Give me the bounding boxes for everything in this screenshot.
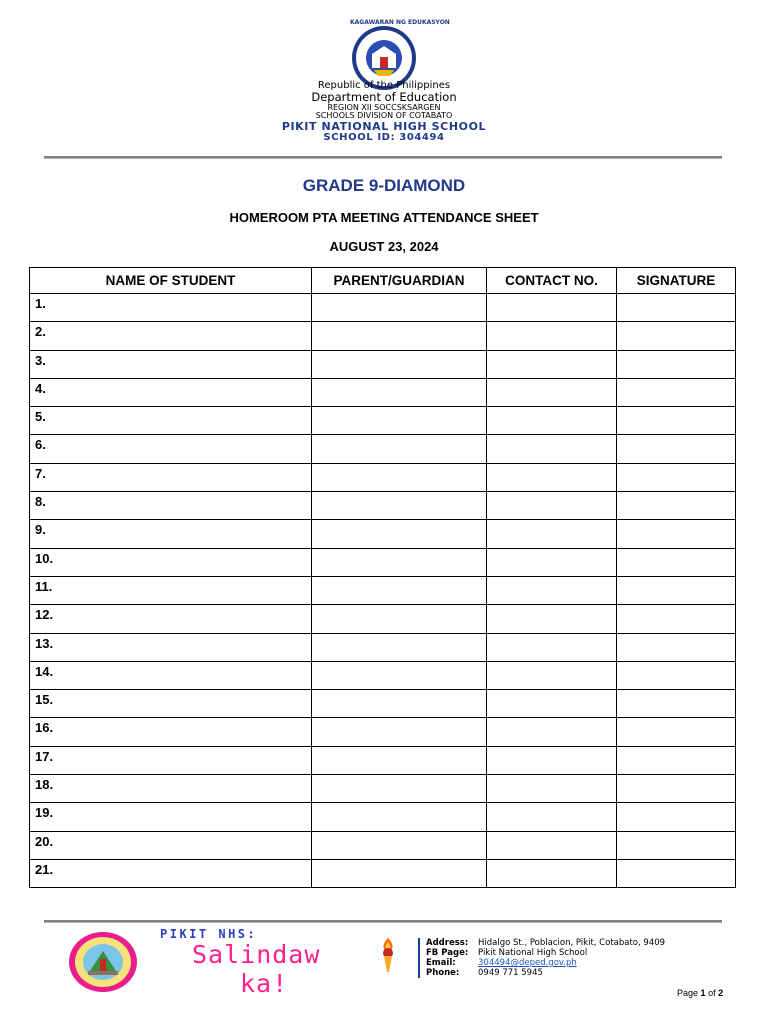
row-number: 2.: [35, 324, 46, 340]
parent-guardian-cell[interactable]: [312, 605, 487, 633]
contact-label: Phone:: [426, 968, 460, 978]
contact-no-cell[interactable]: [487, 435, 617, 463]
school-name: PIKIT NATIONAL HIGH SCHOOL: [281, 120, 487, 133]
row-number: 4.: [35, 380, 46, 396]
contact-no-cell[interactable]: [487, 322, 617, 350]
student-name-cell[interactable]: [30, 463, 312, 491]
torch-icon: [376, 936, 400, 974]
school-logo-icon: [68, 931, 138, 993]
parent-guardian-cell[interactable]: [312, 492, 487, 520]
table-row: [30, 463, 736, 491]
signature-cell[interactable]: [617, 859, 736, 887]
contact-no-cell[interactable]: [487, 548, 617, 576]
contact-value: Hidalgo St., Poblacion, Pikit, Cotabato, 9409: [478, 938, 666, 948]
contact-no-cell[interactable]: [487, 294, 617, 322]
row-number: 19.: [35, 805, 54, 821]
contact-row: [426, 968, 666, 978]
parent-guardian-cell[interactable]: [312, 661, 487, 689]
row-number: 7.: [35, 465, 46, 481]
contact-row: [426, 958, 666, 968]
table-row: [30, 294, 736, 322]
table-row: [30, 548, 736, 576]
student-name-cell[interactable]: [30, 294, 312, 322]
contact-no-cell[interactable]: [487, 605, 617, 633]
table-row: [30, 576, 736, 604]
parent-guardian-cell[interactable]: [312, 322, 487, 350]
student-name-cell[interactable]: [30, 576, 312, 604]
parent-guardian-cell[interactable]: [312, 690, 487, 718]
signature-cell[interactable]: [617, 803, 736, 831]
signature-cell[interactable]: [617, 294, 736, 322]
contact-no-cell[interactable]: [487, 690, 617, 718]
student-name-cell[interactable]: [30, 605, 312, 633]
row-number: 17.: [35, 748, 54, 764]
table-row: [30, 859, 736, 887]
parent-guardian-cell[interactable]: [312, 803, 487, 831]
parent-guardian-cell[interactable]: [312, 378, 487, 406]
contact-label: FB Page:: [426, 948, 469, 958]
header-parent-guardian: PARENT/GUARDIAN: [312, 268, 487, 294]
row-number: 6.: [35, 437, 46, 453]
row-number: 13.: [35, 635, 54, 651]
parent-guardian-cell[interactable]: [312, 350, 487, 378]
motto-line-1: Salindaw: [192, 940, 321, 969]
contact-no-cell[interactable]: [487, 407, 617, 435]
footer-divider: [44, 920, 722, 923]
motto-line-2: ka!: [240, 969, 289, 998]
student-name-cell[interactable]: [30, 831, 312, 859]
student-name-cell[interactable]: [30, 633, 312, 661]
row-number: 9.: [35, 522, 46, 538]
contact-row: [426, 938, 666, 948]
row-number: 15.: [35, 692, 54, 708]
parent-guardian-cell[interactable]: [312, 435, 487, 463]
table-row: [30, 322, 736, 350]
parent-guardian-cell[interactable]: [312, 576, 487, 604]
signature-cell[interactable]: [617, 350, 736, 378]
parent-guardian-cell[interactable]: [312, 831, 487, 859]
region-line: REGION XII SOCCSKSARGEN: [327, 103, 441, 112]
contact-no-cell[interactable]: [487, 633, 617, 661]
table-row: [30, 605, 736, 633]
student-name-cell[interactable]: [30, 322, 312, 350]
parent-guardian-cell[interactable]: [312, 520, 487, 548]
row-number: 11.: [35, 578, 53, 594]
signature-cell[interactable]: [617, 520, 736, 548]
contact-no-cell[interactable]: [487, 775, 617, 803]
table-row: [30, 718, 736, 746]
seal-text: KAGAWARAN NG EDUKASYON: [350, 19, 450, 26]
row-number: 3.: [35, 352, 46, 368]
student-name-cell[interactable]: [30, 492, 312, 520]
contact-no-cell[interactable]: [487, 520, 617, 548]
student-name-cell[interactable]: [30, 775, 312, 803]
contact-no-cell[interactable]: [487, 350, 617, 378]
signature-cell[interactable]: [617, 435, 736, 463]
email-link[interactable]: 304494@deped.gov.ph: [478, 958, 577, 968]
student-name-cell[interactable]: [30, 350, 312, 378]
parent-guardian-cell[interactable]: [312, 718, 487, 746]
table-row: [30, 378, 736, 406]
contact-row: [426, 948, 666, 958]
student-name-cell[interactable]: [30, 407, 312, 435]
parent-guardian-cell[interactable]: [312, 775, 487, 803]
signature-cell[interactable]: [617, 407, 736, 435]
table-row: [30, 633, 736, 661]
signature-cell[interactable]: [617, 463, 736, 491]
signature-cell[interactable]: [617, 775, 736, 803]
row-number: 8.: [35, 494, 46, 510]
contact-value: 0949 771 5945: [478, 968, 543, 978]
table-row: [30, 831, 736, 859]
row-number: 20.: [35, 833, 54, 849]
parent-guardian-cell[interactable]: [312, 548, 487, 576]
division-line: SCHOOLS DIVISION OF COTABATO: [315, 111, 453, 120]
parent-guardian-cell[interactable]: [312, 463, 487, 491]
republic-line: Republic of the Philippines: [317, 80, 451, 91]
contact-label: Address:: [426, 938, 469, 948]
motto-label: PIKIT NHS:: [160, 927, 258, 941]
signature-cell[interactable]: [617, 661, 736, 689]
signature-cell[interactable]: [617, 831, 736, 859]
school-id: SCHOOL ID: 304494: [323, 132, 445, 143]
table-header-row: [30, 268, 736, 294]
grade-title: GRADE 9-DIAMOND: [302, 176, 466, 195]
attendance-table: [29, 267, 736, 888]
header-contact-no: CONTACT NO.: [487, 268, 617, 294]
parent-guardian-cell[interactable]: [312, 407, 487, 435]
header-signature: SIGNATURE: [617, 268, 736, 294]
row-number: 16.: [35, 720, 54, 736]
row-number: 5.: [35, 409, 46, 425]
contact-no-cell[interactable]: [487, 661, 617, 689]
row-number: 10.: [35, 550, 54, 566]
parent-guardian-cell[interactable]: [312, 633, 487, 661]
student-name-cell[interactable]: [30, 746, 312, 774]
parent-guardian-cell[interactable]: [312, 859, 487, 887]
contact-no-cell[interactable]: [487, 378, 617, 406]
student-name-cell[interactable]: [30, 435, 312, 463]
student-name-cell[interactable]: [30, 859, 312, 887]
contact-no-cell[interactable]: [487, 718, 617, 746]
parent-guardian-cell[interactable]: [312, 746, 487, 774]
signature-cell[interactable]: [617, 322, 736, 350]
table-row: [30, 520, 736, 548]
contact-no-cell[interactable]: [487, 746, 617, 774]
contact-no-cell[interactable]: [487, 576, 617, 604]
row-number: 14.: [35, 663, 54, 679]
signature-cell[interactable]: [617, 492, 736, 520]
signature-cell[interactable]: [617, 548, 736, 576]
sheet-title: HOMEROOM PTA MEETING ATTENDANCE SHEET: [229, 210, 539, 225]
student-name-cell[interactable]: [30, 690, 312, 718]
contact-no-cell[interactable]: [487, 463, 617, 491]
contact-label: Email:: [426, 958, 456, 968]
contact-divider: [418, 938, 420, 978]
table-row: [30, 350, 736, 378]
contact-no-cell[interactable]: [487, 492, 617, 520]
student-name-cell[interactable]: [30, 548, 312, 576]
table-row: [30, 690, 736, 718]
contact-block: [426, 938, 666, 986]
row-number: 12.: [35, 607, 54, 623]
student-name-cell[interactable]: [30, 378, 312, 406]
signature-cell[interactable]: [617, 378, 736, 406]
header-name-of-student: NAME OF STUDENT: [30, 268, 312, 294]
attendance-body: [30, 294, 736, 888]
table-row: [30, 775, 736, 803]
signature-cell[interactable]: [617, 576, 736, 604]
table-row: [30, 803, 736, 831]
row-number: 21.: [35, 861, 54, 877]
table-row: [30, 435, 736, 463]
table-row: [30, 492, 736, 520]
page-number: Page 1 of 2: [677, 988, 724, 998]
meeting-date: AUGUST 23, 2024: [329, 239, 439, 254]
contact-no-cell[interactable]: [487, 859, 617, 887]
signature-cell[interactable]: [617, 746, 736, 774]
header-divider: [44, 156, 722, 159]
signature-cell[interactable]: [617, 690, 736, 718]
row-number: 18.: [35, 777, 54, 793]
table-row: [30, 746, 736, 774]
signature-cell[interactable]: [617, 605, 736, 633]
signature-cell[interactable]: [617, 718, 736, 746]
student-name-cell[interactable]: [30, 661, 312, 689]
table-row: [30, 407, 736, 435]
student-name-cell[interactable]: [30, 520, 312, 548]
contact-value: Pikit National High School: [478, 948, 588, 958]
student-name-cell[interactable]: [30, 803, 312, 831]
student-name-cell[interactable]: [30, 718, 312, 746]
table-row: [30, 661, 736, 689]
row-number: 1.: [35, 296, 46, 311]
contact-no-cell[interactable]: [487, 803, 617, 831]
signature-cell[interactable]: [617, 633, 736, 661]
contact-no-cell[interactable]: [487, 831, 617, 859]
department-line: Department of Education: [311, 90, 457, 104]
parent-guardian-cell[interactable]: [312, 294, 487, 322]
